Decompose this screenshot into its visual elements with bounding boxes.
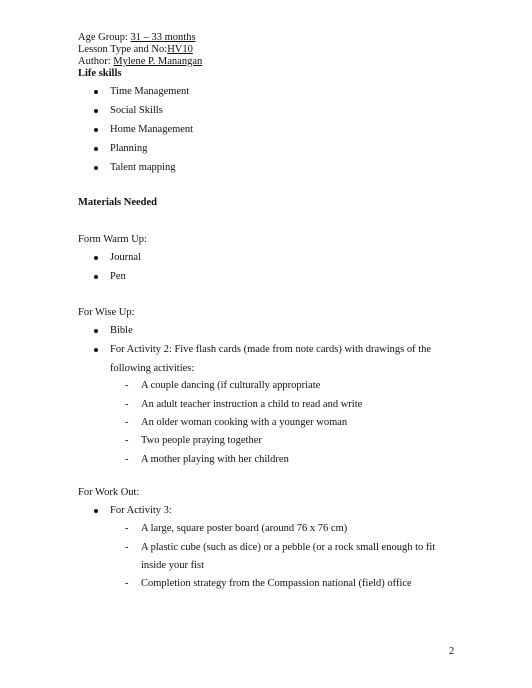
work-out-label: For Work Out: xyxy=(78,487,140,498)
life-skill-item: Home Management xyxy=(110,124,194,135)
dash-icon: - xyxy=(125,380,129,391)
life-skill-item: Social Skills xyxy=(110,105,163,116)
bullet-icon xyxy=(94,90,98,94)
bullet-icon xyxy=(94,147,98,151)
bullet-icon xyxy=(94,166,98,170)
warm-up-item: Journal xyxy=(110,252,141,263)
life-skill-item: Talent mapping xyxy=(110,162,176,173)
flash-card-item: An adult teacher instruction a child to read and write xyxy=(141,399,363,410)
wise-up-item: Bible xyxy=(110,325,133,336)
life-skill-item: Planning xyxy=(110,143,148,154)
work-out-item: Completion strategy from the Compassion national (field) office xyxy=(141,578,412,589)
bullet-icon xyxy=(94,109,98,113)
dash-icon: - xyxy=(125,578,129,589)
flash-card-item: A couple dancing (if culturally appropriate xyxy=(141,380,321,391)
work-out-activity: For Activity 3: xyxy=(110,505,172,516)
work-out-item-line-1: A plastic cube (such as dice) or a pebble (or a rock small enough to fit xyxy=(141,542,436,553)
warm-up-label: Form Warm Up: xyxy=(78,234,147,245)
flash-card-item: A mother playing with her children xyxy=(141,454,289,465)
work-out-item-line-2: inside your fist xyxy=(141,560,204,571)
life-skills-heading: Life skills xyxy=(78,68,122,79)
author-line xyxy=(78,56,202,68)
bullet-icon xyxy=(94,275,98,279)
wise-up-label: For Wise Up: xyxy=(78,307,135,318)
lesson-type-value: HV10 xyxy=(167,44,193,55)
dash-icon: - xyxy=(125,435,129,446)
flash-card-item: An older woman cooking with a younger woman xyxy=(141,417,348,428)
work-out-item: A large, square poster board (around 76 x 76 cm) xyxy=(141,523,348,534)
dash-icon: - xyxy=(125,399,129,410)
bullet-icon xyxy=(94,509,98,513)
lesson-type-line xyxy=(78,44,193,56)
age-group-line xyxy=(78,32,196,44)
lesson-type-label: Lesson Type and No: xyxy=(78,44,168,55)
life-skill-item: Time Management xyxy=(110,86,190,97)
dash-icon: - xyxy=(125,542,129,553)
dash-icon: - xyxy=(125,417,129,428)
bullet-icon xyxy=(94,348,98,352)
dash-icon: - xyxy=(125,523,129,534)
wise-up-activity-line-2: following activities: xyxy=(110,363,195,374)
bullet-icon xyxy=(94,256,98,260)
author-value: Mylene P. Manangan xyxy=(113,56,203,67)
bullet-icon xyxy=(94,128,98,132)
dash-icon: - xyxy=(125,454,129,465)
author-label: Author: xyxy=(78,56,114,67)
age-group-value: 31 – 33 months xyxy=(130,32,196,43)
materials-heading: Materials Needed xyxy=(78,197,158,208)
bullet-icon xyxy=(94,329,98,333)
wise-up-activity-line-1: For Activity 2: Five flash cards (made from note cards) with drawings of the xyxy=(110,344,432,355)
page-number: 2 xyxy=(449,646,455,657)
flash-card-item: Two people praying together xyxy=(141,435,262,446)
age-group-label: Age Group: xyxy=(78,32,131,43)
warm-up-item: Pen xyxy=(110,271,126,282)
